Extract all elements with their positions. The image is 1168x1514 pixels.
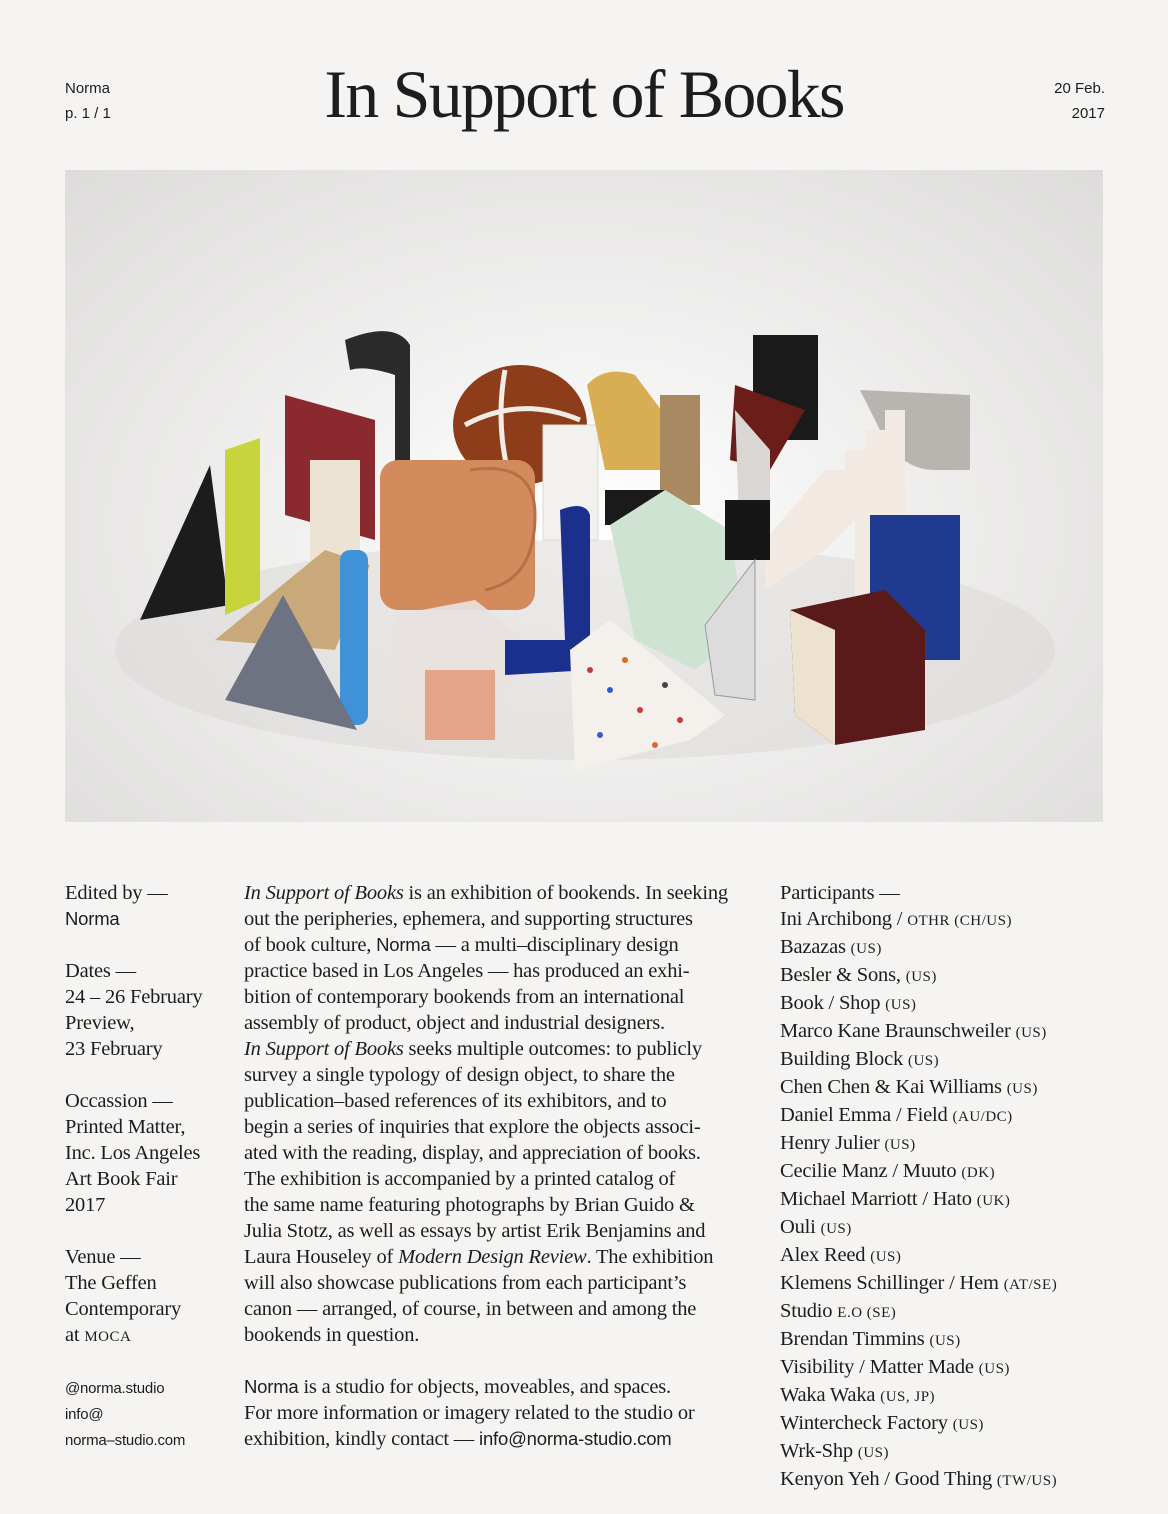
participant-item <box>780 1298 1110 1326</box>
participant-country: (US) <box>850 941 882 957</box>
participant-country: (UK) <box>976 1193 1011 1209</box>
participant-name: Daniel Emma / Field <box>780 1104 953 1126</box>
participant-country: E.O (SE) <box>837 1305 897 1321</box>
participants-column <box>780 880 1110 1494</box>
participant-name: Kenyon Yeh / Good Thing <box>780 1468 997 1490</box>
venue-label: Venue — <box>65 1246 141 1268</box>
participant-country: (AU/DC) <box>952 1109 1013 1125</box>
email-domain[interactable]: norma–studio.com <box>65 1432 186 1449</box>
participant-name: Klemens Schillinger / Hem <box>780 1272 1004 1294</box>
occasion-line: Printed Matter, <box>65 1116 186 1138</box>
participant-item <box>780 1018 1110 1046</box>
participant-country: (TW/US) <box>996 1473 1058 1489</box>
participant-country: (US) <box>978 1361 1010 1377</box>
description-line: In Support of Books is an exhibition of bookends. In seeking <box>244 882 728 904</box>
participant-name: Book / Shop <box>780 992 886 1014</box>
page-title: In Support of Books <box>324 56 844 132</box>
description-column <box>244 880 754 1452</box>
bookends-illustration <box>65 170 1103 822</box>
wood-round-bookend <box>587 372 665 470</box>
venue-at: at <box>65 1324 80 1346</box>
participant-item <box>780 1158 1110 1186</box>
participant-country: (US, JP) <box>880 1389 936 1405</box>
participant-item <box>780 1214 1110 1242</box>
description-line: will also showcase publications from each participant’s <box>244 1272 687 1294</box>
venue-line <box>65 1322 230 1350</box>
page-number: p. 1 / 1 <box>65 105 111 122</box>
editor-name: Norma <box>65 908 120 929</box>
description-line: practice based in Los Angeles — has produced an exhi- <box>244 960 690 982</box>
lime-panel-bookend <box>225 438 260 615</box>
venue-line: The Geffen <box>65 1272 157 1294</box>
description-line: Laura Houseley of Modern Design Review. The exhibition <box>244 1246 714 1268</box>
participant-item <box>780 1410 1110 1438</box>
participant-country: (US) <box>857 1445 890 1461</box>
header-right <box>1054 76 1105 126</box>
participant-country: (US) <box>907 1053 940 1069</box>
description-line: out the peripheries, ephemera, and supporting structures <box>244 908 693 930</box>
participant-country: OTHR (CH/US) <box>907 913 1012 929</box>
participant-name: Alex Reed <box>780 1244 871 1266</box>
description-line: canon — arranged, of course, in between and among the <box>244 1298 697 1320</box>
participant-country: (US) <box>884 1137 916 1153</box>
participant-item <box>780 1242 1110 1270</box>
occasion-line: 2017 <box>65 1194 106 1216</box>
occasion-line: Inc. Los Angeles <box>65 1142 201 1164</box>
date-year: 2017 <box>1071 105 1105 122</box>
venue-moca: MOCA <box>84 1329 132 1345</box>
description-paragraph <box>244 880 754 1348</box>
description-line: bookends in question. <box>244 1324 420 1346</box>
participant-name: Brendan Timmins <box>780 1328 930 1350</box>
email-prefix[interactable]: info@ <box>65 1406 104 1423</box>
description-line: assembly of product, object and industrial designers. <box>244 1012 665 1034</box>
description-line: The exhibition is accompanied by a printed catalog of <box>244 1168 676 1190</box>
edited-by-block <box>65 880 230 932</box>
publisher-name: Norma <box>65 80 111 97</box>
description-line: In Support of Books seeks multiple outcomes: to publicly <box>244 1038 702 1060</box>
edited-by-label: Edited by — <box>65 882 168 904</box>
participant-name: Wintercheck Factory <box>780 1412 953 1434</box>
black-slab-bookend <box>725 500 770 560</box>
participant-item <box>780 990 1110 1018</box>
blue-cylinder-bookend <box>340 550 368 725</box>
participant-item <box>780 1102 1110 1130</box>
participant-country: (AT/SE) <box>1003 1277 1058 1293</box>
acrylic-core <box>425 670 495 740</box>
participant-name: Marco Kane Braunschweiler <box>780 1020 1016 1042</box>
participant-item <box>780 1046 1110 1074</box>
participant-name: Studio <box>780 1300 838 1322</box>
participant-name: Cecilie Manz / Muuto <box>780 1160 962 1182</box>
participants-label: Participants — <box>780 882 900 904</box>
participant-item <box>780 1270 1110 1298</box>
participant-name: Ouli <box>780 1216 821 1238</box>
participant-name: Wrk-Shp <box>780 1440 858 1462</box>
description-line: Julia Stotz, as well as essays by artist Erik Benjamins and <box>244 1220 706 1242</box>
participant-country: (DK) <box>961 1165 996 1181</box>
wood-log-bookend <box>660 395 700 505</box>
participant-item <box>780 1326 1110 1354</box>
participant-country: (US) <box>870 1249 902 1265</box>
venue-line: Contemporary <box>65 1298 182 1320</box>
description-line: begin a series of inquiries that explore the objects associ- <box>244 1116 701 1138</box>
studio-name: Norma <box>244 1376 299 1397</box>
participant-item <box>780 962 1110 990</box>
participants-list <box>780 906 1110 1494</box>
participant-item <box>780 1354 1110 1382</box>
participant-name: Visibility / Matter Made <box>780 1356 979 1378</box>
description-line: survey a single typology of design object, to share the <box>244 1064 675 1086</box>
info-column <box>65 880 230 1454</box>
occasion-block <box>65 1088 230 1218</box>
participant-item <box>780 1074 1110 1102</box>
occasion-label: Occassion — <box>65 1090 173 1112</box>
participant-name: Building Block <box>780 1048 908 1070</box>
description-line: the same name featuring photographs by Brian Guido & <box>244 1194 695 1216</box>
participant-item <box>780 1130 1110 1158</box>
dates-line: 23 February <box>65 1038 163 1060</box>
participant-country: (US) <box>929 1333 961 1349</box>
description-line: ated with the reading, display, and appreciation of books. <box>244 1142 701 1164</box>
description-line: bition of contemporary bookends from an international <box>244 986 685 1008</box>
participant-name: Henry Julier <box>780 1132 885 1154</box>
participant-name: Ini Archibong / <box>780 908 908 930</box>
participant-country: (US) <box>1006 1081 1038 1097</box>
participant-country: (US) <box>885 997 917 1013</box>
participant-country: (US) <box>1015 1025 1047 1041</box>
dates-label: Dates — <box>65 960 136 982</box>
studio-paragraph: Norma is a studio for objects, moveables, and spaces. For more information or imagery related to the studio or exhibition, kindly contact — info@norma-studio.com <box>244 1376 695 1450</box>
contact-block <box>65 1376 230 1454</box>
participant-name: Michael Marriott / Hato <box>780 1188 977 1210</box>
exhibition-photo <box>65 170 1103 822</box>
participant-country: (US) <box>952 1417 984 1433</box>
dates-line: Preview, <box>65 1012 135 1034</box>
terracotta-bookend <box>380 460 535 610</box>
description-line: publication–based references of its exhibitors, and to <box>244 1090 667 1112</box>
participant-item <box>780 1382 1110 1410</box>
date-day: 20 Feb. <box>1054 80 1105 97</box>
participant-country: (US) <box>905 969 937 985</box>
description-line: of book culture, Norma — a multi–disciplinary design <box>244 934 679 956</box>
participant-item <box>780 906 1110 934</box>
participant-name: Bazazas <box>780 936 851 958</box>
contact-email-link[interactable]: info@norma-studio.com <box>479 1428 672 1449</box>
participant-name: Besler & Sons, <box>780 964 906 986</box>
venue-block <box>65 1244 230 1350</box>
participant-item <box>780 1186 1110 1214</box>
participant-item <box>780 1438 1110 1466</box>
participant-name: Waka Waka <box>780 1384 881 1406</box>
black-triangle-bookend <box>140 465 230 620</box>
occasion-line: Art Book Fair <box>65 1168 178 1190</box>
dates-block <box>65 958 230 1062</box>
participant-country: (US) <box>820 1221 852 1237</box>
dates-line: 24 – 26 February <box>65 986 203 1008</box>
participant-item <box>780 1466 1110 1494</box>
participant-item <box>780 934 1110 962</box>
instagram-handle[interactable]: @norma.studio <box>65 1380 165 1397</box>
participant-name: Chen Chen & Kai Williams <box>780 1076 1007 1098</box>
